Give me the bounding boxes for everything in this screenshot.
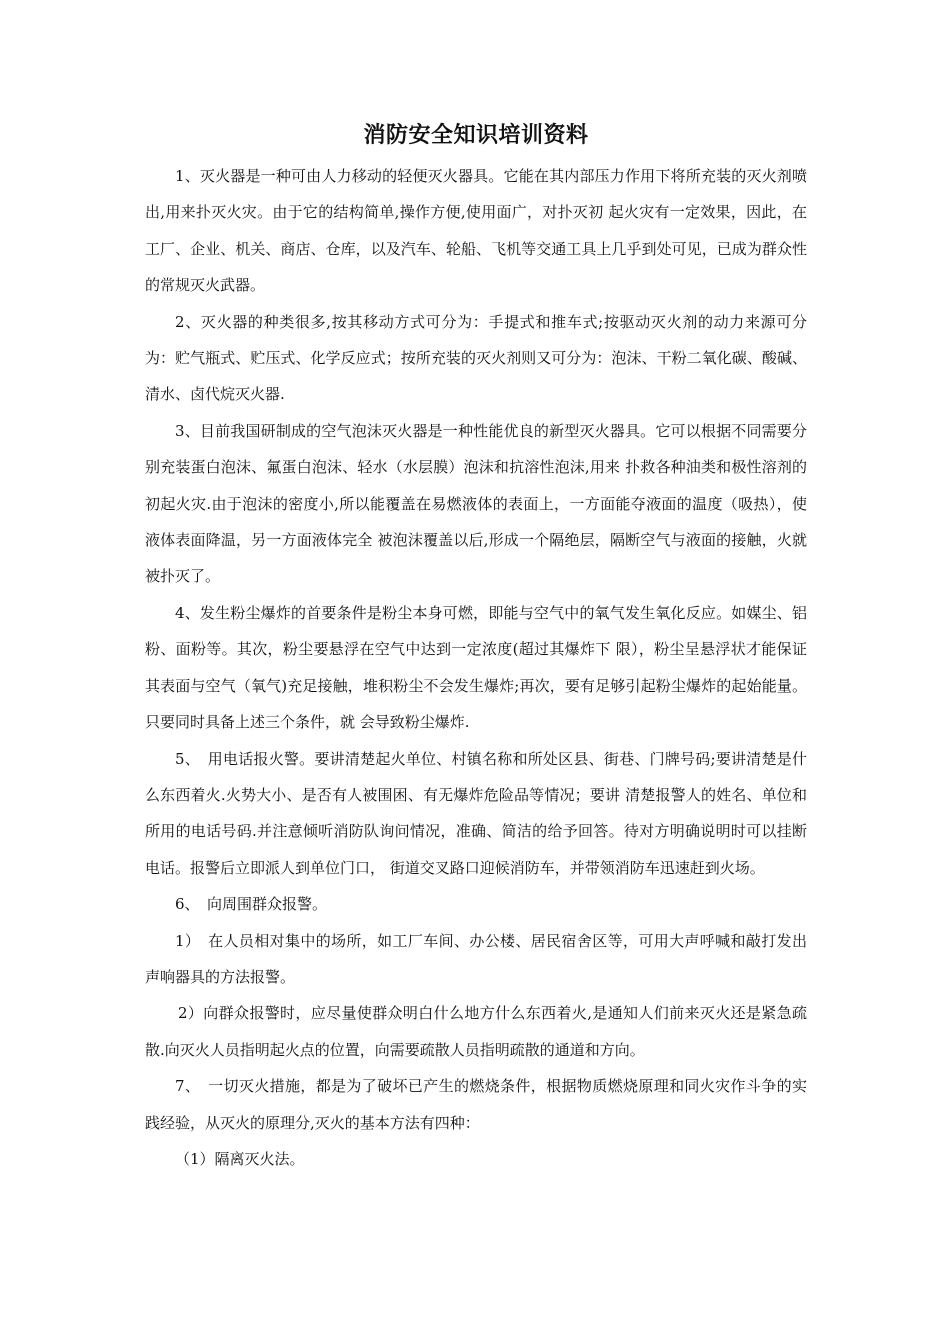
paragraph-6: 6、 向周围群众报警。 — [175, 895, 328, 914]
paragraph-7: 7、 一切灭火措施，都是为了破坏已产生的燃烧条件，根据物质燃烧原理和同火灾作斗争的实践经验，从灭火的原理分,灭火的基本方法有四种： — [145, 1077, 807, 1132]
paragraph-1: 1、灭火器是一种可由人力移动的轻便灭火器具。它能在其内部压力作用下将所充装的灭火剂喷出,用来扑灭火灾。由于它的结构简单,操作方便,使用面广，对扑灭初 起火灾有一定效果，因此，在工厂、企业、机关、商店、仓库，以及汽车、轮船、飞机等交通工具上几乎到处可见，已成为群众性的常规灭火武器。 — [145, 167, 807, 295]
document-title: 消防安全知识培训资料 — [363, 122, 589, 148]
paragraph-6-item-2: 2）向群众报警时，应尽量使群众明白什么地方什么东西着火,是通知人们前来灭火还是紧急疏散.向灭火人员指明起火点的位置，向需要疏散人员指明疏散的通道和方向。 — [145, 1004, 807, 1059]
paragraph-7-item-1: （1）隔离灭火法。 — [175, 1149, 305, 1168]
paragraph-6-item-1: 1） 在人员相对集中的场所，如工厂车间、办公楼、居民宿舍区等，可用大声呼喊和敲打发出声响器具的方法报警。 — [145, 931, 807, 986]
paragraph-4: 4、发生粉尘爆炸的首要条件是粉尘本身可燃，即能与空气中的氧气发生氧化反应。如媒尘、铝粉、面粉等。其次，粉尘要悬浮在空气中达到一定浓度(超过其爆炸下 限），粉尘呈悬浮状才能保证其表面与空气（氧气)充足接触，堆积粉尘不会发生爆炸;再次，要有足够引起粉尘爆炸的起始能量。只要同时具备上述三个条件，就 会导致粉尘爆炸. — [145, 603, 807, 732]
paragraph-3: 3、目前我国研制成的空气泡沫灭火器是一种性能优良的新型灭火器具。它可以根据不同需要分别充装蛋白泡沫、氟蛋白泡沫、轻水（水层膜）泡沫和抗溶性泡沫,用来 扑救各种油类和极性溶剂的初起火灾.由于泡沫的密度小,所以能覆盖在易燃液体的表面上，一方面能夺液面的温度（吸热），使液体表面降温，另一方面液体完全 被泡沫覆盖以后,形成一个隔绝层，隔断空气与液面的接触，火就被扑灭了。 — [145, 421, 807, 586]
paragraph-5: 5、 用电话报火警。要讲清楚起火单位、村镇名称和所处区县、街巷、门牌号码;要讲清楚是什么东西着火.火势大小、是否有人被围困、有无爆炸危险品等情况；要讲 清楚报警人的姓名、单位和所用的电话号码.并注意倾听消防队询问情况，准确、简洁的给予回答。待对方明确说明时可以挂断电话。报警后立即派人到单位门口， 街道交叉路口迎候消防车，并带领消防车迅速赶到火场。 — [145, 749, 807, 877]
document-page — [145, 118, 807, 1177]
paragraph-2: 2、灭火器的种类很多,按其移动方式可分为：手提式和推车式;按驱动灭火剂的动力来源可分为：贮气瓶式、贮压式、化学反应式；按所充装的灭火剂则又可分为：泡沫、干粉二氧化碳、酸碱、清水、卤代烷灭火器. — [145, 312, 807, 404]
